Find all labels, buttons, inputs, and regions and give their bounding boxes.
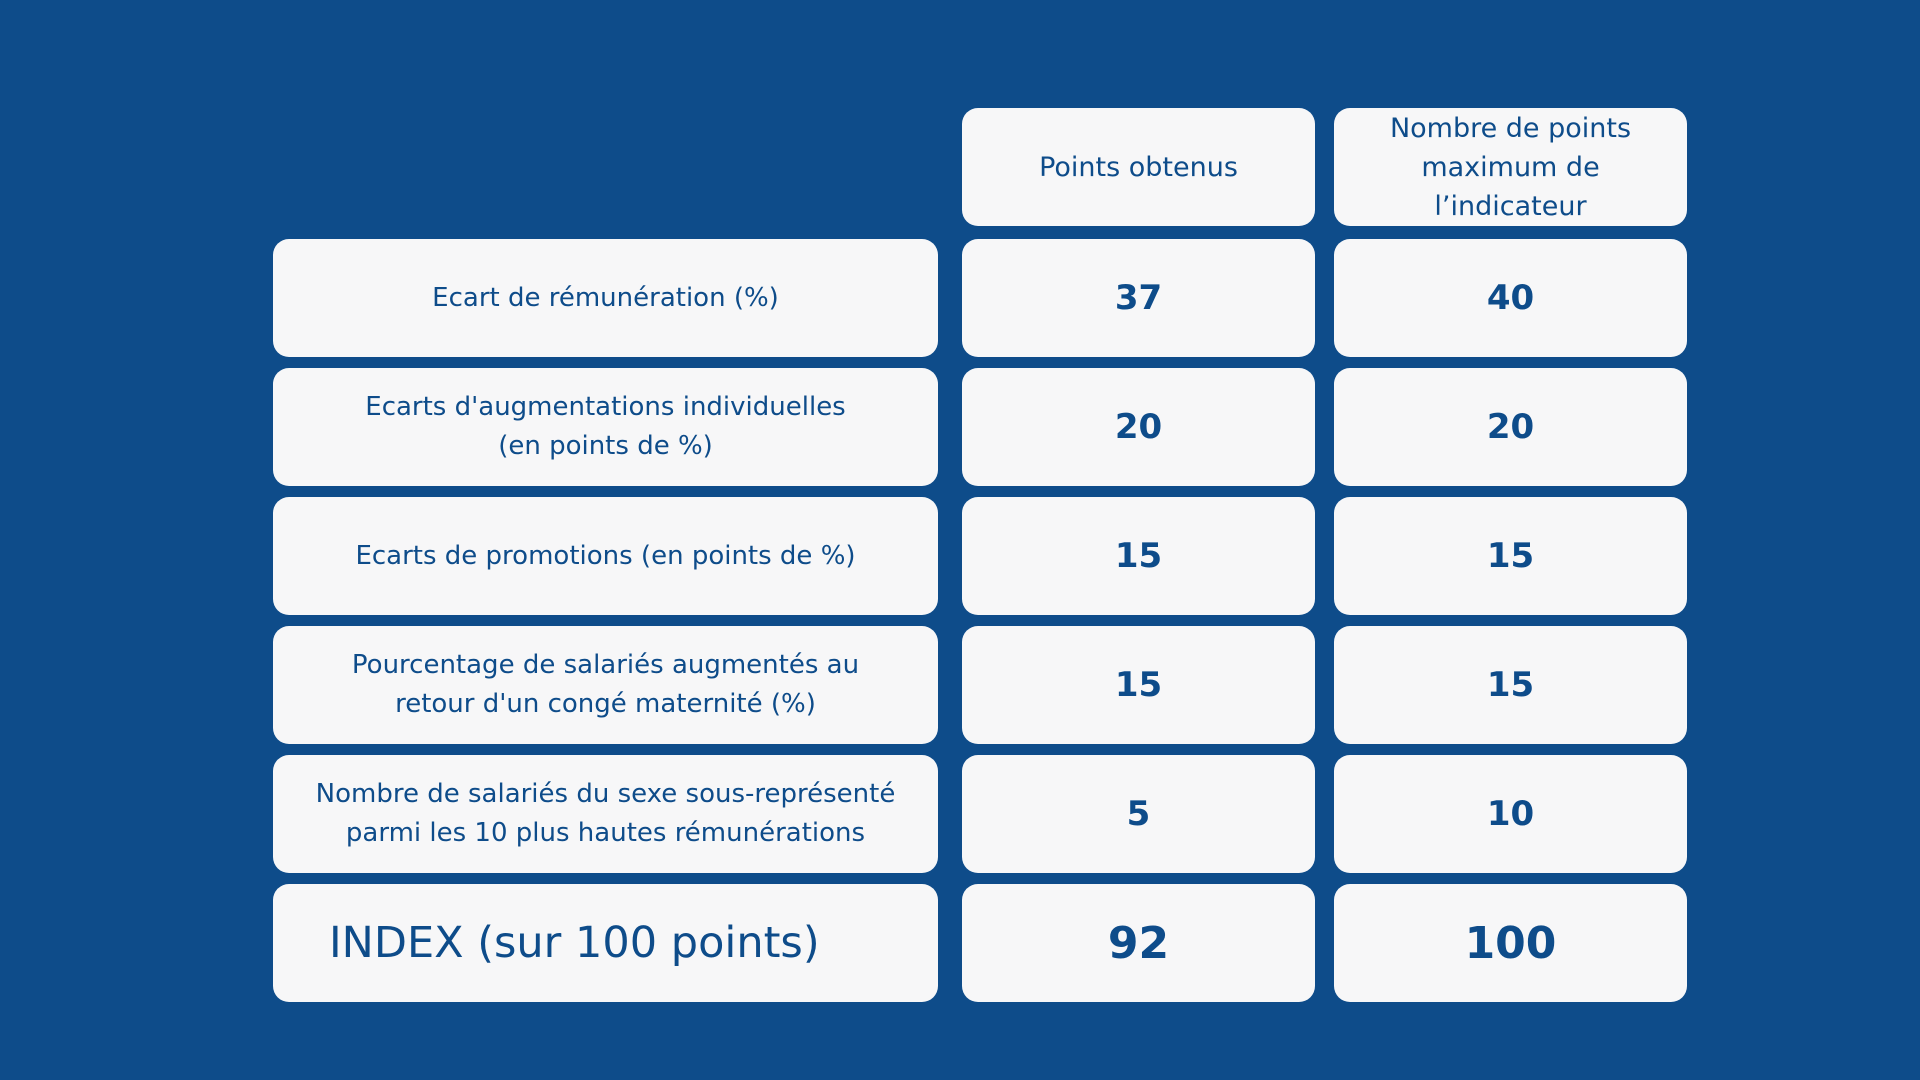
obtained-value: 37: [1114, 278, 1163, 318]
header-max-points-text: Nombre de points maximum de l’indicateur: [1389, 112, 1632, 222]
row-label-pay-gap: [273, 239, 938, 357]
obtained-value: 15: [1114, 536, 1163, 576]
row-value-max: [1334, 239, 1687, 357]
row-label-text: Ecarts de promotions (en points de %): [355, 540, 856, 571]
max-value: 40: [1486, 278, 1535, 318]
index-obtained-cell: [962, 884, 1315, 1002]
row-label-maternity-raises: [273, 626, 938, 744]
max-value: 20: [1486, 407, 1535, 447]
obtained-value: 20: [1114, 407, 1163, 447]
index-label: INDEX (sur 100 points): [329, 918, 820, 968]
index-obtained-value: 92: [1107, 917, 1170, 969]
header-points-obtained: [962, 108, 1315, 226]
row-label-text: Ecart de rémunération (%): [432, 282, 779, 313]
row-label-raises-gap: [273, 368, 938, 486]
row-value-obtained: [962, 626, 1315, 744]
row-label-promotions-gap: [273, 497, 938, 615]
row-value-obtained: [962, 368, 1315, 486]
row-value-obtained: [962, 497, 1315, 615]
row-value-max: [1334, 626, 1687, 744]
index-label-cell: [273, 884, 938, 1002]
row-label-top-earners: [273, 755, 938, 873]
index-max-value: 100: [1464, 917, 1557, 969]
index-max-cell: [1334, 884, 1687, 1002]
row-label-text: Pourcentage de salariés augmentés au retour d'un congé maternité (%): [351, 650, 860, 719]
header-max-points: [1334, 108, 1687, 226]
row-value-obtained: [962, 755, 1315, 873]
row-value-obtained: [962, 239, 1315, 357]
row-label-text: Ecarts d'augmentations individuelles (en points de %): [365, 392, 846, 461]
max-value: 15: [1486, 665, 1535, 705]
max-value: 15: [1486, 536, 1535, 576]
row-value-max: [1334, 368, 1687, 486]
header-points-obtained-text: Points obtenus: [1039, 151, 1238, 183]
row-value-max: [1334, 497, 1687, 615]
row-value-max: [1334, 755, 1687, 873]
obtained-value: 5: [1126, 794, 1151, 834]
row-label-text: Nombre de salariés du sexe sous-représenté parmi les 10 plus hautes rémunérations: [315, 779, 896, 848]
obtained-value: 15: [1114, 665, 1163, 705]
max-value: 10: [1486, 794, 1535, 834]
